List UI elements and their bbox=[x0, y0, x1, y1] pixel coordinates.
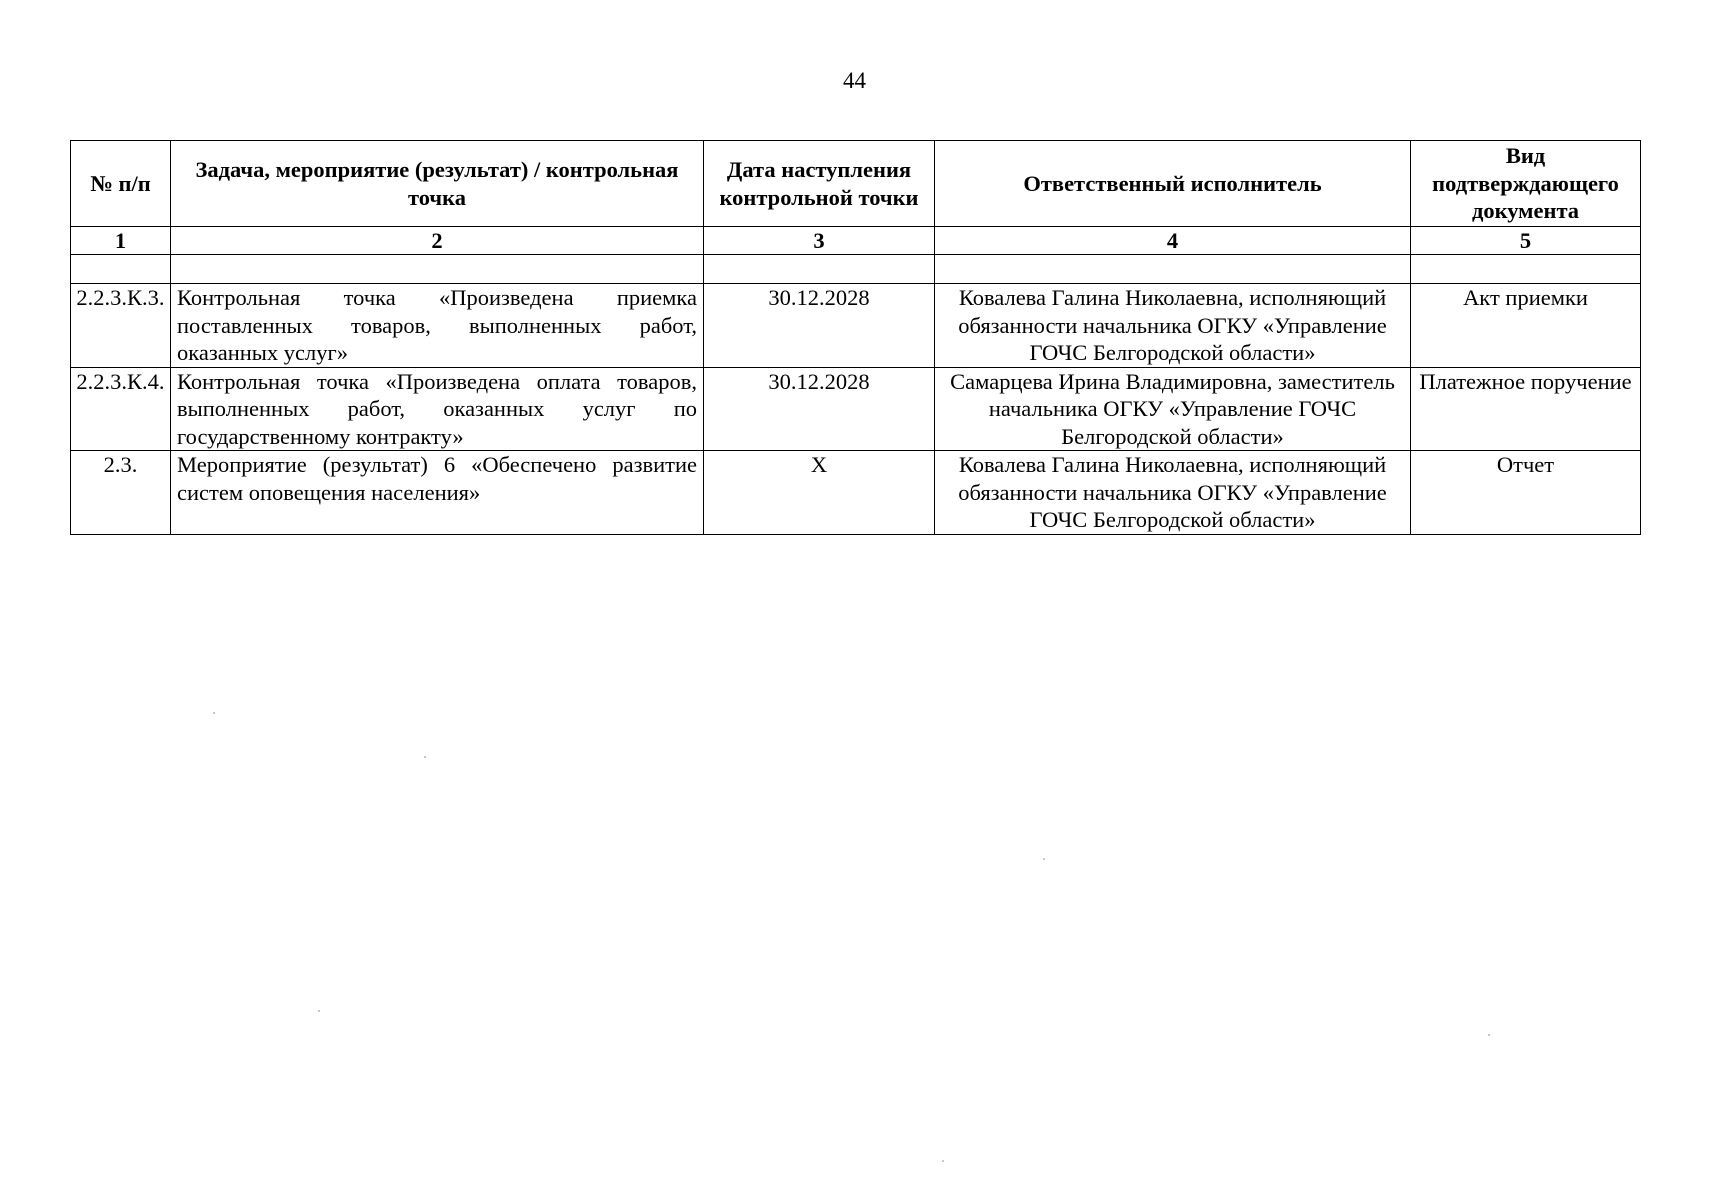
table-row bbox=[71, 367, 1641, 451]
header-date: Дата наступления контрольной точки bbox=[704, 141, 935, 227]
table-header-row bbox=[71, 141, 1641, 227]
column-number-row bbox=[71, 227, 1641, 255]
scan-speck bbox=[318, 1010, 320, 1012]
scan-speck bbox=[942, 1160, 944, 1162]
row-document: Платежное поручение bbox=[1411, 367, 1641, 451]
empty-cell bbox=[704, 255, 935, 284]
row-date: Х bbox=[704, 451, 935, 535]
row-document: Отчет bbox=[1411, 451, 1641, 535]
row-task: Контрольная точка «Произведена оплата товаров, выполненных работ, оказанных услуг по государственному контракту» bbox=[171, 367, 704, 451]
scan-speck bbox=[424, 756, 426, 758]
empty-cell bbox=[935, 255, 1411, 284]
scan-speck bbox=[213, 712, 215, 714]
row-date: 30.12.2028 bbox=[704, 284, 935, 368]
column-number: 4 bbox=[935, 227, 1411, 255]
header-document: Вид подтверждающего документа bbox=[1411, 141, 1641, 227]
scan-speck bbox=[1043, 858, 1045, 860]
empty-row bbox=[71, 255, 1641, 284]
column-number: 5 bbox=[1411, 227, 1641, 255]
control-points-table bbox=[70, 140, 1641, 535]
row-task: Контрольная точка «Произведена приемка поставленных товаров, выполненных работ, оказанных услуг» bbox=[171, 284, 704, 368]
column-number: 2 bbox=[171, 227, 704, 255]
empty-cell bbox=[1411, 255, 1641, 284]
table-row bbox=[71, 284, 1641, 368]
row-responsible: Самарцева Ирина Владимировна, заместитель начальника ОГКУ «Управление ГОЧС Белгородской области» bbox=[935, 367, 1411, 451]
row-responsible: Ковалева Галина Николаевна, исполняющий обязанности начальника ОГКУ «Управление ГОЧС Белгородской области» bbox=[935, 284, 1411, 368]
header-number: № п/п bbox=[71, 141, 171, 227]
row-responsible: Ковалева Галина Николаевна, исполняющий обязанности начальника ОГКУ «Управление ГОЧС Белгородской области» bbox=[935, 451, 1411, 535]
header-task: Задача, мероприятие (результат) / контрольная точка bbox=[171, 141, 704, 227]
table-row bbox=[71, 451, 1641, 535]
column-number: 1 bbox=[71, 227, 171, 255]
scan-speck bbox=[1488, 1034, 1490, 1036]
row-date: 30.12.2028 bbox=[704, 367, 935, 451]
header-responsible: Ответственный исполнитель bbox=[935, 141, 1411, 227]
row-task: Мероприятие (результат) 6 «Обеспечено развитие систем оповещения населения» bbox=[171, 451, 704, 535]
row-number: 2.2.3.К.3. bbox=[71, 284, 171, 368]
page-number: 44 bbox=[843, 68, 866, 93]
row-number: 2.3. bbox=[71, 451, 171, 535]
empty-cell bbox=[71, 255, 171, 284]
column-number: 3 bbox=[704, 227, 935, 255]
row-document: Акт приемки bbox=[1411, 284, 1641, 368]
row-number: 2.2.3.К.4. bbox=[71, 367, 171, 451]
empty-cell bbox=[171, 255, 704, 284]
